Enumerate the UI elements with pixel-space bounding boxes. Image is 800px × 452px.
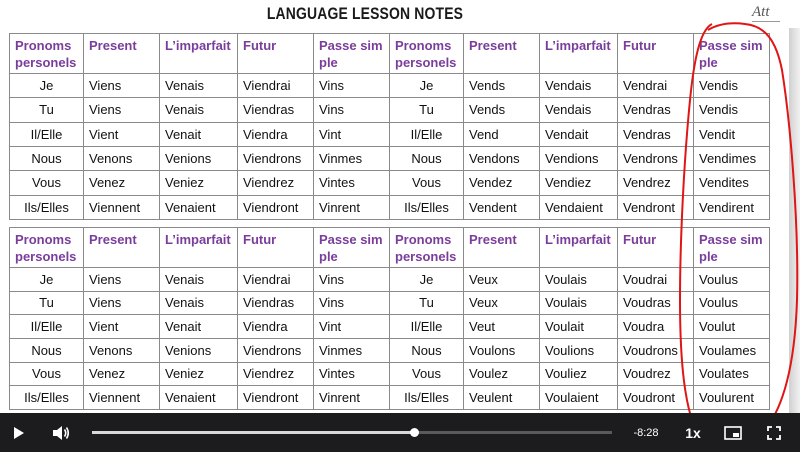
conjugation-cell: Venez: [84, 362, 160, 386]
conjugation-cell: Vendez: [464, 171, 540, 195]
conjugation-cell: Vends: [464, 98, 540, 122]
conjugation-cell: Vendiez: [540, 171, 618, 195]
column-header: L’imparfait: [540, 34, 618, 74]
table-row: [390, 338, 770, 362]
pronoun-cell: Ils/Elles: [10, 386, 84, 410]
conjugation-cell: Vouliez: [540, 362, 618, 386]
conjugation-cell: Veniez: [160, 171, 238, 195]
pronoun-cell: Nous: [10, 146, 84, 170]
conjugation-cell: Voulus: [694, 268, 770, 292]
pronoun-cell: Ils/Elles: [10, 195, 84, 219]
column-header: Present: [84, 34, 160, 74]
video-control-bar: [0, 413, 800, 452]
pronoun-cell: Ils/Elles: [390, 195, 464, 219]
conjugation-cell: Vendirent: [694, 195, 770, 219]
column-header: Futur: [238, 228, 314, 268]
conjugation-cell: Voulut: [694, 315, 770, 339]
conjugation-table-bottom-right: [389, 227, 770, 410]
conjugation-cell: Voulus: [694, 291, 770, 315]
conjugation-cell: Vendais: [540, 74, 618, 98]
conjugation-cell: Voulait: [540, 315, 618, 339]
playback-speed-button[interactable]: 1x: [685, 424, 701, 441]
conjugation-cell: Voudront: [618, 386, 694, 410]
conjugation-cell: Viendrez: [238, 362, 314, 386]
conjugation-cell: Vendrai: [618, 74, 694, 98]
pip-button[interactable]: [720, 413, 746, 452]
conjugation-cell: Vendent: [464, 195, 540, 219]
conjugation-cell: Vendons: [464, 146, 540, 170]
conjugation-cell: Vient: [84, 122, 160, 146]
conjugation-cell: Voulurent: [694, 386, 770, 410]
table-row: [10, 315, 390, 339]
conjugation-cell: Vinrent: [314, 386, 390, 410]
column-header: Present: [464, 34, 540, 74]
conjugation-cell: Vendait: [540, 122, 618, 146]
pip-icon: [724, 426, 742, 440]
column-header: Futur: [618, 34, 694, 74]
pronoun-cell: Je: [10, 74, 84, 98]
table-header-row: [10, 34, 390, 74]
conjugation-cell: Voulames: [694, 338, 770, 362]
fullscreen-icon: [767, 426, 781, 440]
conjugation-cell: Vendimes: [694, 146, 770, 170]
conjugation-cell: Vins: [314, 98, 390, 122]
conjugation-cell: Viendrai: [238, 74, 314, 98]
pronoun-cell: Tu: [10, 291, 84, 315]
fullscreen-button[interactable]: [762, 413, 786, 452]
pronoun-cell: Il/Elle: [10, 315, 84, 339]
pronoun-cell: Tu: [10, 98, 84, 122]
pronoun-cell: Vous: [10, 171, 84, 195]
logo: [752, 4, 782, 26]
conjugation-cell: Vinrent: [314, 195, 390, 219]
progress-handle[interactable]: [410, 428, 419, 437]
conjugation-cell: Vins: [314, 268, 390, 292]
conjugation-cell: Viennent: [84, 386, 160, 410]
column-header: Passe simple: [694, 34, 770, 74]
table-row: [390, 122, 770, 146]
conjugation-cell: Vendras: [618, 98, 694, 122]
conjugation-cell: Viendrez: [238, 171, 314, 195]
pronoun-cell: Je: [390, 268, 464, 292]
conjugation-cell: Viens: [84, 268, 160, 292]
column-header: Passe simple: [314, 34, 390, 74]
conjugation-cell: Venait: [160, 122, 238, 146]
conjugation-table-top-right: [389, 33, 770, 220]
conjugation-cell: Vendais: [540, 98, 618, 122]
conjugation-cell: Venez: [84, 171, 160, 195]
pronoun-cell: Il/Elle: [390, 315, 464, 339]
conjugation-cell: Venais: [160, 291, 238, 315]
conjugation-cell: Voulaient: [540, 386, 618, 410]
table-row: [390, 195, 770, 219]
conjugation-cell: Voudra: [618, 315, 694, 339]
window-edge-shadow: [789, 28, 800, 414]
pronoun-cell: Tu: [390, 98, 464, 122]
pronoun-cell: Je: [390, 74, 464, 98]
conjugation-cell: Vendras: [618, 122, 694, 146]
conjugation-cell: Veux: [464, 291, 540, 315]
conjugation-cell: Viens: [84, 74, 160, 98]
table-row: [390, 315, 770, 339]
table-row: [10, 98, 390, 122]
conjugation-cell: Vendront: [618, 195, 694, 219]
conjugation-cell: Viens: [84, 98, 160, 122]
conjugation-cell: Viendront: [238, 195, 314, 219]
column-header: Present: [464, 228, 540, 268]
conjugation-cell: Venons: [84, 338, 160, 362]
conjugation-cell: Vintes: [314, 362, 390, 386]
conjugation-cell: Vendaient: [540, 195, 618, 219]
conjugation-cell: Viendrons: [238, 146, 314, 170]
conjugation-cell: Viendras: [238, 291, 314, 315]
table-row: [10, 268, 390, 292]
conjugation-cell: Veniez: [160, 362, 238, 386]
conjugation-cell: Vint: [314, 315, 390, 339]
pronoun-cell: Nous: [390, 338, 464, 362]
conjugation-cell: Voulais: [540, 268, 618, 292]
conjugation-cell: Vendites: [694, 171, 770, 195]
column-header: Pronoms personels: [390, 34, 464, 74]
column-header: L’imparfait: [540, 228, 618, 268]
progress-slider[interactable]: [92, 413, 612, 452]
pronoun-cell: Il/Elle: [10, 122, 84, 146]
column-header: L’imparfait: [160, 34, 238, 74]
table-row: [10, 74, 390, 98]
conjugation-cell: Venaient: [160, 195, 238, 219]
conjugation-cell: Vins: [314, 291, 390, 315]
pronoun-cell: Nous: [10, 338, 84, 362]
conjugation-cell: Viendrai: [238, 268, 314, 292]
conjugation-cell: Voulons: [464, 338, 540, 362]
conjugation-cell: Veux: [464, 268, 540, 292]
table-row: [10, 386, 390, 410]
logo-text: Att: [752, 4, 770, 20]
conjugation-cell: Vins: [314, 74, 390, 98]
conjugation-cell: Vinmes: [314, 338, 390, 362]
conjugation-cell: Vendrons: [618, 146, 694, 170]
conjugation-cell: Viendras: [238, 98, 314, 122]
table-row: [390, 386, 770, 410]
conjugation-cell: Vintes: [314, 171, 390, 195]
table-row: [390, 98, 770, 122]
conjugation-cell: Voudrons: [618, 338, 694, 362]
table-row: [10, 338, 390, 362]
column-header: Pronoms personels: [10, 228, 84, 268]
pronoun-cell: Vous: [390, 362, 464, 386]
conjugation-cell: Venais: [160, 74, 238, 98]
conjugation-cell: Veulent: [464, 386, 540, 410]
conjugation-cell: Vient: [84, 315, 160, 339]
time-remaining: -8:28: [633, 426, 659, 439]
table-row: [10, 291, 390, 315]
conjugation-cell: Venais: [160, 98, 238, 122]
conjugation-cell: Veut: [464, 315, 540, 339]
table-header-row: [10, 228, 390, 268]
pronoun-cell: Je: [10, 268, 84, 292]
conjugation-cell: Viendront: [238, 386, 314, 410]
conjugation-cell: Viendra: [238, 315, 314, 339]
play-button[interactable]: [6, 413, 32, 452]
logo-underline: [752, 21, 780, 22]
pronoun-cell: Vous: [390, 171, 464, 195]
conjugation-cell: Venaient: [160, 386, 238, 410]
pronoun-cell: Nous: [390, 146, 464, 170]
page-title: LANGUAGE LESSON NOTES: [266, 4, 464, 23]
table-row: [390, 146, 770, 170]
column-header: Passe simple: [314, 228, 390, 268]
conjugation-cell: Venais: [160, 268, 238, 292]
conjugation-cell: Voulions: [540, 338, 618, 362]
table-row: [390, 74, 770, 98]
conjugation-cell: Viennent: [84, 195, 160, 219]
conjugation-cell: Vendit: [694, 122, 770, 146]
column-header: Pronoms personels: [10, 34, 84, 74]
table-row: [390, 291, 770, 315]
conjugation-table-top-left: [9, 33, 390, 220]
conjugation-cell: Venions: [160, 338, 238, 362]
progress-fill: [92, 431, 414, 434]
conjugation-cell: Vend: [464, 122, 540, 146]
column-header: Futur: [618, 228, 694, 268]
column-header: Pronoms personels: [390, 228, 464, 268]
conjugation-cell: Vinmes: [314, 146, 390, 170]
conjugation-cell: Viens: [84, 291, 160, 315]
table-row: [10, 195, 390, 219]
conjugation-cell: Voulais: [540, 291, 618, 315]
pronoun-cell: Il/Elle: [390, 122, 464, 146]
conjugation-table-bottom-left: [9, 227, 390, 410]
conjugation-cell: Venons: [84, 146, 160, 170]
play-icon: [13, 426, 25, 440]
table-header-row: [390, 228, 770, 268]
column-header: Present: [84, 228, 160, 268]
table-row: [390, 171, 770, 195]
table-row: [10, 146, 390, 170]
conjugation-cell: Viendrons: [238, 338, 314, 362]
pronoun-cell: Vous: [10, 362, 84, 386]
conjugation-cell: Voulez: [464, 362, 540, 386]
conjugation-cell: Vendis: [694, 74, 770, 98]
conjugation-cell: Vends: [464, 74, 540, 98]
pronoun-cell: Ils/Elles: [390, 386, 464, 410]
pronoun-cell: Tu: [390, 291, 464, 315]
table-row: [10, 362, 390, 386]
conjugation-cell: Vint: [314, 122, 390, 146]
table-row: [390, 268, 770, 292]
table-row: [10, 171, 390, 195]
conjugation-cell: Vendions: [540, 146, 618, 170]
conjugation-cell: Vendrez: [618, 171, 694, 195]
conjugation-cell: Voudrai: [618, 268, 694, 292]
table-header-row: [390, 34, 770, 74]
conjugation-cell: Voulates: [694, 362, 770, 386]
conjugation-cell: Venait: [160, 315, 238, 339]
column-header: L’imparfait: [160, 228, 238, 268]
conjugation-cell: Venions: [160, 146, 238, 170]
table-row: [390, 362, 770, 386]
conjugation-cell: Vendis: [694, 98, 770, 122]
volume-icon: [52, 425, 70, 441]
conjugation-cell: Voudrez: [618, 362, 694, 386]
conjugation-cell: Voudras: [618, 291, 694, 315]
conjugation-cell: Viendra: [238, 122, 314, 146]
column-header: Futur: [238, 34, 314, 74]
column-header: Passe simple: [694, 228, 770, 268]
table-row: [10, 122, 390, 146]
volume-button[interactable]: [48, 413, 74, 452]
